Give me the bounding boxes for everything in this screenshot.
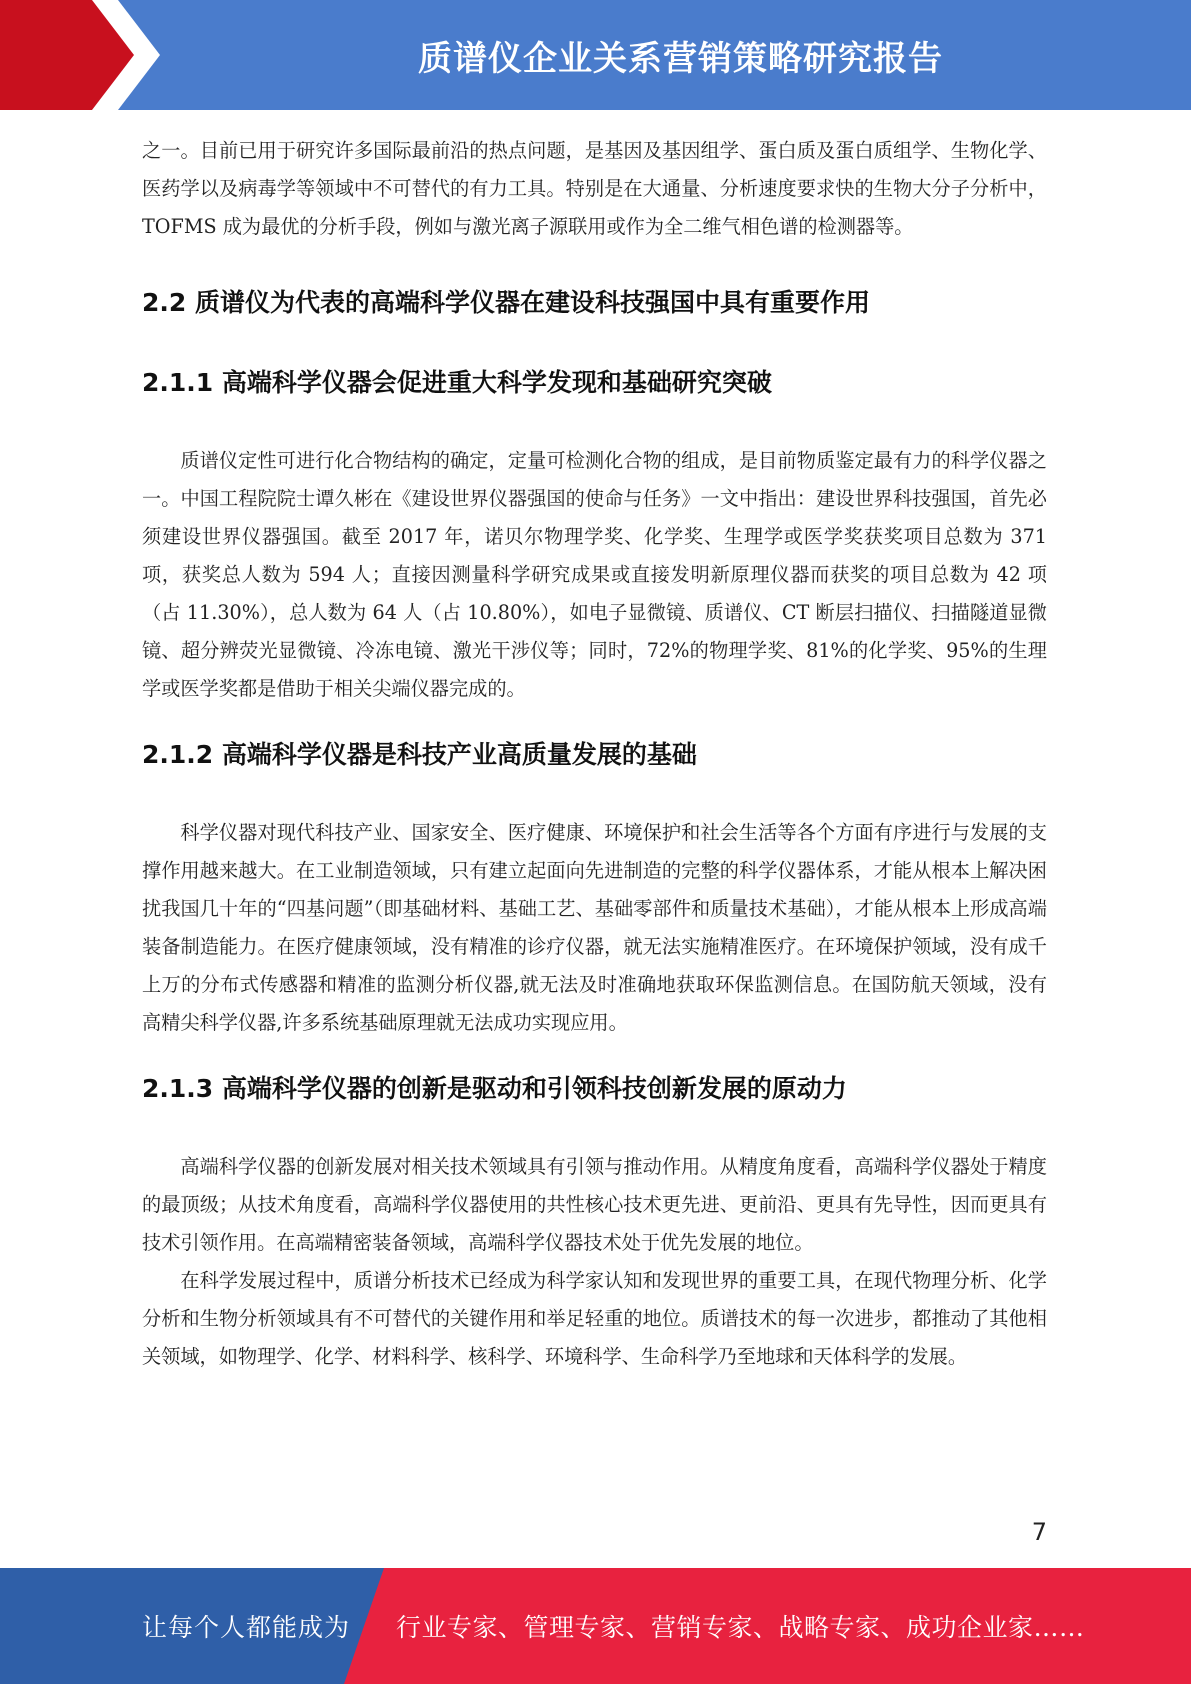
page-number: 7 [1031, 1518, 1047, 1546]
section-2-1-3-paragraph-2: 在科学发展过程中，质谱分析技术已经成为科学家认知和发现世界的重要工具，在现代物理分析、化学分析和生物分析领域具有不可替代的关键作用和举足轻重的地位。质谱技术的每一次进步，都推动了其他相关领域，如物理学、化学、材料科学、核科学、环境科学、生命科学乃至地球和天体科学的发展。 [142, 1269, 1047, 1368]
intro-paragraph: 之一。目前已用于研究许多国际最前沿的热点问题，是基因及基因组学、蛋白质及蛋白质组学、生物化学、医药学以及病毒学等领域中不可替代的有力工具。特别是在大通量、分析速度要求快的生物大分子分析中，TOFMS 成为最优的分析手段，例如与激光离子源联用或作为全二维气相色谱的检测器等。 [142, 139, 1047, 238]
report-title: 质谱仪企业关系营销策略研究报告 [418, 38, 943, 79]
section-heading-2-1-1: 2.1.1 高端科学仪器会促进重大科学发现和基础研究突破 [142, 368, 772, 397]
chevron-arrow-icon [0, 0, 160, 110]
section-2-1-1-paragraph: 质谱仪定性可进行化合物结构的确定，定量可检测化合物的组成，是目前物质鉴定最有力的科学仪器之一。中国工程院院士谭久彬在《建设世界仪器强国的使命与任务》一文中指出：建设世界科技强国，首先必须建设世界仪器强国。截至 2017 年，诺贝尔物理学奖、化学奖、生理学或医学奖获奖项目总数为 371 项，获奖总人数为 594 人；直接因测量科学研究成果或直接发明新原理仪器而获奖的项目总数为 42 项（占 11.30%），总人数为 64 人（占 10.80%），如电子显微镜、质谱仪、CT 断层扫描仪、扫描隧道显微镜、超分辨荧光显微镜、冷冻电镜、激光干涉仪等；同时，72%的物理学奖、81%的化学奖、95%的生理学或医学奖都是借助于相关尖端仪器完成的。 [142, 449, 1047, 700]
section-heading-2-2: 2.2 质谱仪为代表的高端科学仪器在建设科技强国中具有重要作用 [142, 288, 870, 317]
section-2-1-2-paragraph: 科学仪器对现代科技产业、国家安全、医疗健康、环境保护和社会生活等各个方面有序进行与发展的支撑作用越来越大。在工业制造领域，只有建立起面向先进制造的完整的科学仪器体系，才能从根本上解决困扰我国几十年的“四基问题”（即基础材料、基础工艺、基础零部件和质量技术基础），才能从根本上形成高端装备制造能力。在医疗健康领域，没有精准的诊疗仪器，就无法实施精准医疗。在环境保护领域，没有成千上万的分布式传感器和精准的监测分析仪器,就无法及时准确地获取环保监测信息。在国防航天领域，没有高精尖科学仪器,许多系统基础原理就无法成功实现应用。 [142, 821, 1047, 1034]
footer-slogan-left: 让每个人都能成为 [142, 1613, 351, 1642]
section-2-1-3-paragraph-1: 高端科学仪器的创新发展对相关技术领域具有引领与推动作用。从精度角度看，高端科学仪器处于精度的最顶级；从技术角度看，高端科学仪器使用的共性核心技术更先进、更前沿、更具有先导性，因而更具有技术引领作用。在高端精密装备领域，高端科学仪器技术处于优先发展的地位。 [142, 1155, 1047, 1254]
document-body [142, 132, 1047, 1376]
section-heading-2-1-2: 2.1.2 高端科学仪器是科技产业高质量发展的基础 [142, 740, 697, 769]
footer-slogan-right: 行业专家、管理专家、营销专家、战略专家、成功企业家…… [396, 1613, 1085, 1642]
page-footer [0, 1568, 1191, 1684]
page-header [0, 0, 1191, 110]
section-heading-2-1-3: 2.1.3 高端科学仪器的创新是驱动和引领科技创新发展的原动力 [142, 1074, 847, 1103]
